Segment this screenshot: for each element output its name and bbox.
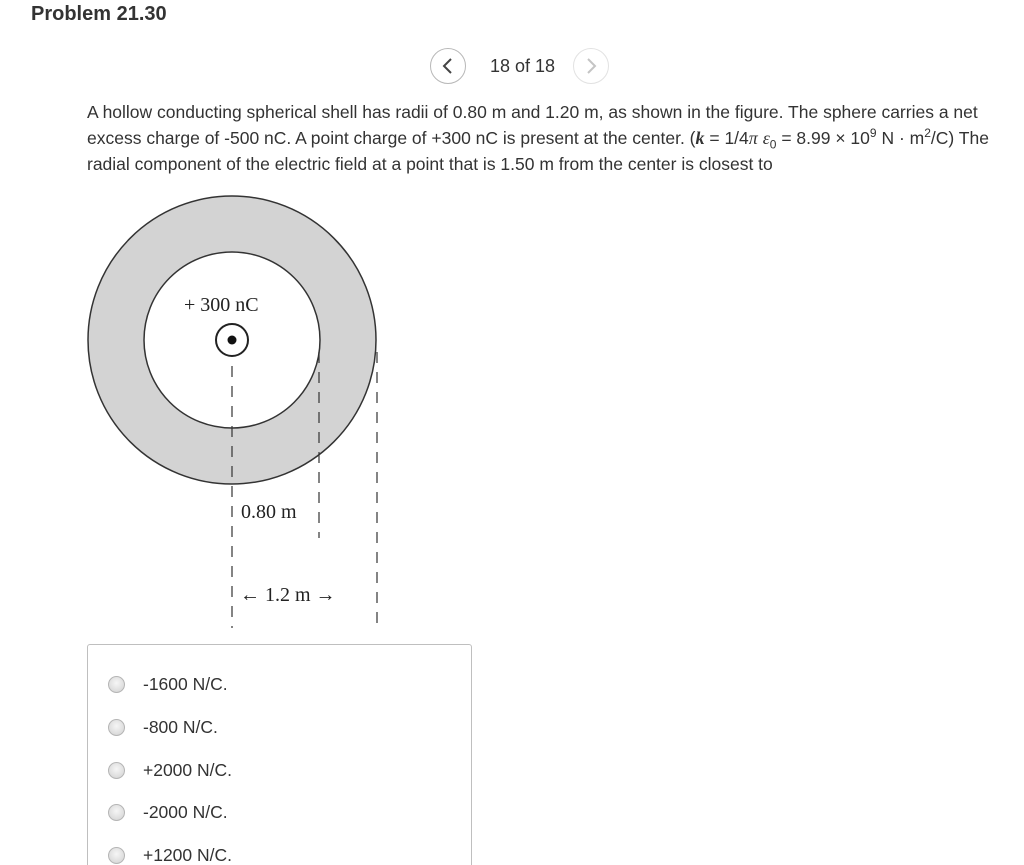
- chevron-left-icon: [441, 57, 455, 75]
- chevron-right-icon: [584, 57, 598, 75]
- radio-button[interactable]: [108, 719, 125, 736]
- answer-label: -2000 N/C.: [143, 801, 228, 822]
- question-text: A hollow conducting spherical shell has radii of 0.80 m and 1.20 m, as shown in the figure. The sphere carries a net excess charge of -500 nC. A point charge of +300 nC is present at the center. (k = 1/4π $\varepsilon_0 = 8.99 \times 10^9$ $N \cdot m^2/C$) The radial component of the electric field at a point that is 1.50 m from the center is closest to: [87, 102, 989, 174]
- answer-option[interactable]: [108, 844, 232, 865]
- answer-label: +1200 N/C.: [143, 844, 233, 865]
- answer-option[interactable]: [108, 673, 228, 695]
- outer-radius-label: ← 1.2 m →: [240, 584, 336, 606]
- answer-choices: [87, 644, 472, 865]
- answer-option[interactable]: [108, 759, 232, 781]
- answer-label: -800 N/C.: [143, 716, 218, 737]
- radio-button[interactable]: [108, 847, 125, 864]
- radio-button[interactable]: [108, 676, 125, 693]
- problem-title: Problem 21.30: [31, 3, 167, 25]
- charge-label: + 300 nC: [184, 294, 259, 316]
- inner-radius-label: 0.80 m: [241, 501, 297, 523]
- answer-label: -1600 N/C.: [143, 673, 228, 694]
- next-button[interactable]: [573, 48, 609, 84]
- radio-button[interactable]: [108, 762, 125, 779]
- answer-option[interactable]: [108, 801, 228, 823]
- previous-button[interactable]: [430, 48, 466, 84]
- radio-button[interactable]: [108, 804, 125, 821]
- point-charge-dot: [228, 336, 237, 345]
- answer-label: +2000 N/C.: [143, 759, 233, 780]
- spherical-shell-figure: [80, 188, 390, 638]
- answer-option[interactable]: [108, 716, 218, 738]
- pager: [430, 48, 609, 84]
- shell-diagram: [80, 188, 390, 633]
- pager-count: 18 of 18: [490, 55, 556, 76]
